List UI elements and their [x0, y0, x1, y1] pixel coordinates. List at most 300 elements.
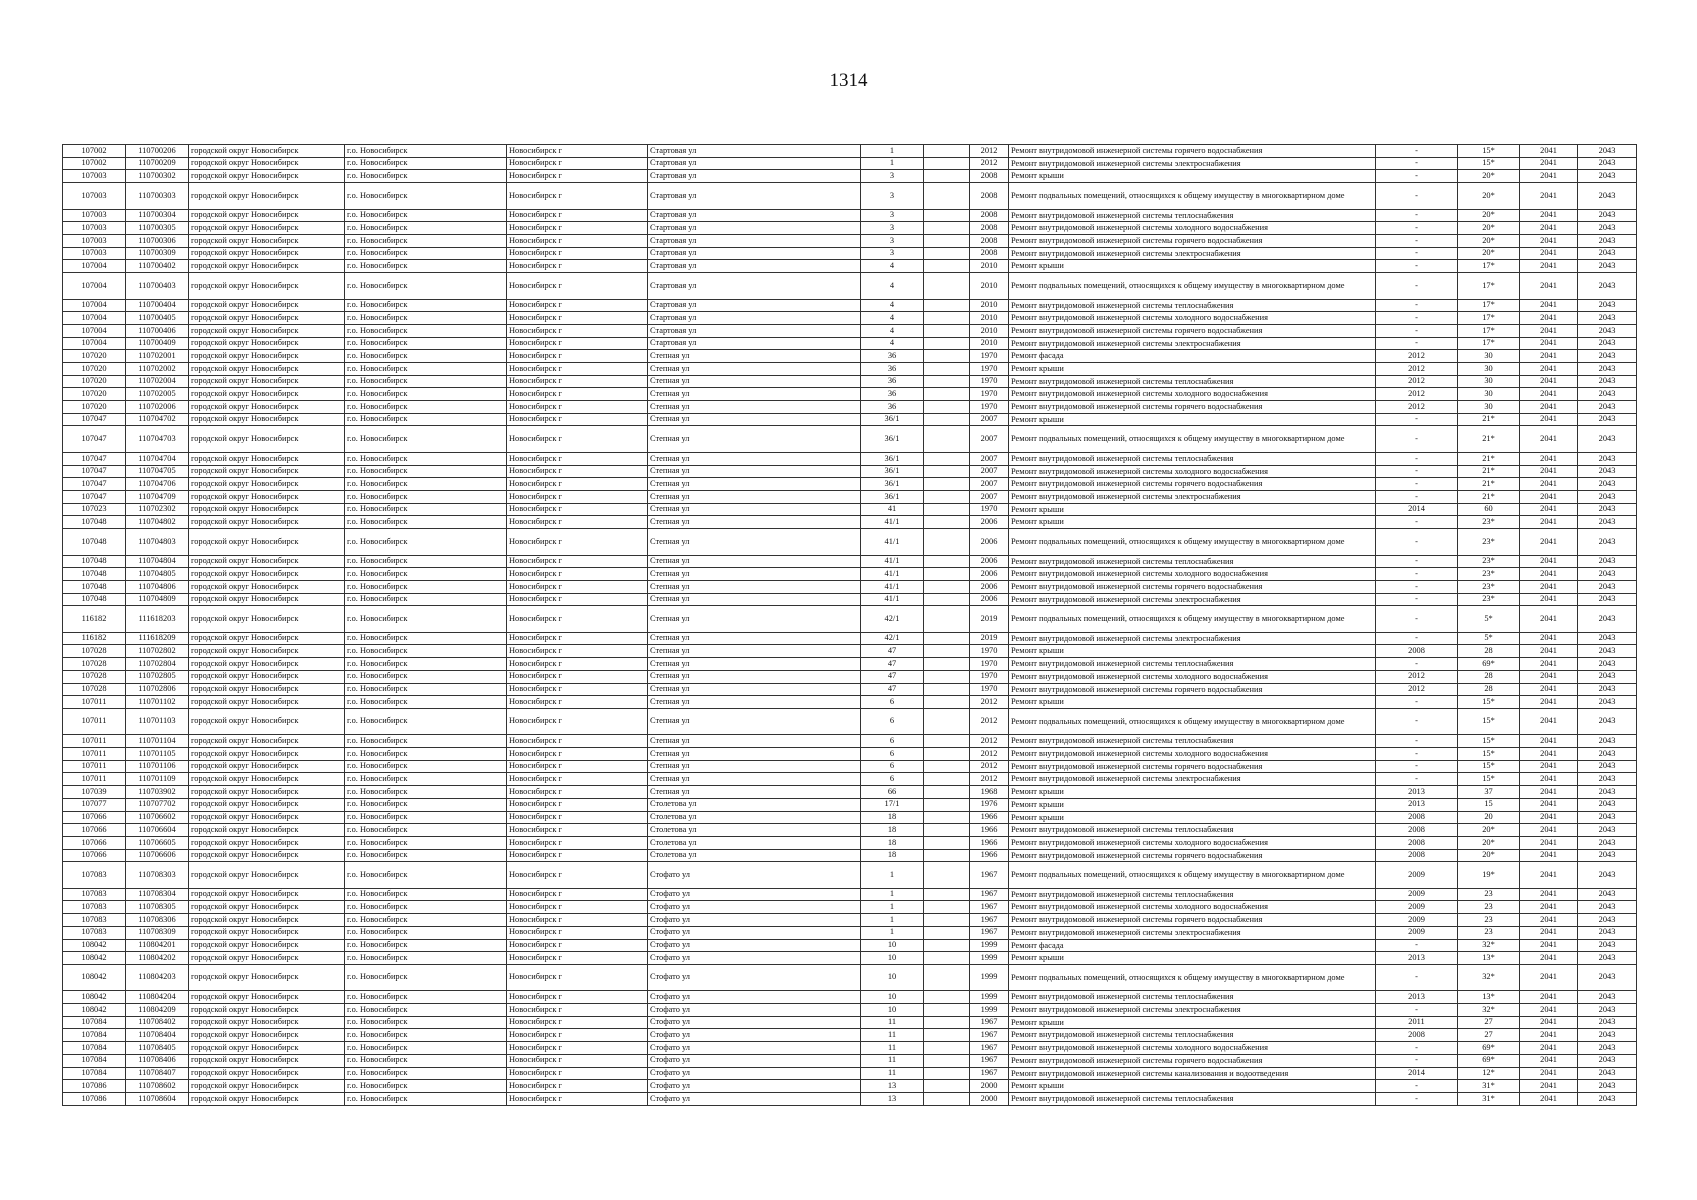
- cell-extra: [924, 490, 970, 503]
- cell-extra: [924, 683, 970, 696]
- cell-house: 6: [861, 708, 924, 735]
- cell-municipality: г.о. Новосибирск: [345, 413, 507, 426]
- table-row: [63, 426, 1637, 453]
- cell-municipality: г.о. Новосибирск: [345, 209, 507, 222]
- cell-wear: 17*: [1458, 260, 1520, 273]
- cell-city: Новосибирск г: [507, 606, 648, 633]
- cell-city: Новосибирск г: [507, 1054, 648, 1067]
- cell-start: 2041: [1520, 145, 1578, 158]
- cell-end: 2043: [1578, 260, 1637, 273]
- cell-house: 6: [861, 696, 924, 709]
- cell-wear: 23*: [1458, 529, 1520, 556]
- cell-end: 2043: [1578, 645, 1637, 658]
- cell-year: 1970: [970, 683, 1009, 696]
- cell-year: 2006: [970, 516, 1009, 529]
- cell-wear: 30: [1458, 362, 1520, 375]
- cell-end: 2043: [1578, 735, 1637, 748]
- cell-street: Степная ул: [648, 465, 861, 478]
- cell-id: 107028: [63, 658, 126, 671]
- cell-city: Новосибирск г: [507, 696, 648, 709]
- cell-street: Стофато ул: [648, 1004, 861, 1017]
- cell-start: 2041: [1520, 350, 1578, 363]
- cell-city: Новосибирск г: [507, 529, 648, 556]
- cell-street: Степная ул: [648, 516, 861, 529]
- cell-municipality: г.о. Новосибирск: [345, 939, 507, 952]
- cell-extra: [924, 1092, 970, 1105]
- table-row: [63, 452, 1637, 465]
- cell-year: 2012: [970, 760, 1009, 773]
- cell-start: 2041: [1520, 516, 1578, 529]
- cell-end: 2043: [1578, 401, 1637, 414]
- cell-end: 2043: [1578, 273, 1637, 300]
- cell-district: городской округ Новосибирск: [189, 465, 345, 478]
- cell-wear: 27: [1458, 1029, 1520, 1042]
- cell-start: 2041: [1520, 798, 1578, 811]
- cell-wear: 32*: [1458, 964, 1520, 991]
- cell-wear: 15*: [1458, 773, 1520, 786]
- cell-extra: [924, 939, 970, 952]
- cell-city: Новосибирск г: [507, 849, 648, 862]
- cell-id: 107084: [63, 1016, 126, 1029]
- cell-house: 6: [861, 760, 924, 773]
- cell-street: Столетова ул: [648, 824, 861, 837]
- table-row: [63, 490, 1637, 503]
- cell-municipality: г.о. Новосибирск: [345, 991, 507, 1004]
- cell-code: 110700404: [126, 299, 189, 312]
- table-row: [63, 964, 1637, 991]
- cell-street: Стофато ул: [648, 991, 861, 1004]
- cell-year: 2008: [970, 222, 1009, 235]
- cell-city: Новосибирск г: [507, 964, 648, 991]
- cell-start: 2041: [1520, 1054, 1578, 1067]
- cell-street: Степная ул: [648, 670, 861, 683]
- cell-last-repair: 2013: [1376, 786, 1458, 799]
- cell-end: 2043: [1578, 170, 1637, 183]
- cell-code: 110704809: [126, 593, 189, 606]
- cell-last-repair: 2013: [1376, 991, 1458, 1004]
- cell-street: Стартовая ул: [648, 260, 861, 273]
- cell-start: 2041: [1520, 926, 1578, 939]
- cell-municipality: г.о. Новосибирск: [345, 247, 507, 260]
- cell-code: 110704802: [126, 516, 189, 529]
- cell-district: городской округ Новосибирск: [189, 260, 345, 273]
- cell-year: 1976: [970, 798, 1009, 811]
- cell-extra: [924, 593, 970, 606]
- cell-house: 47: [861, 683, 924, 696]
- table-row: [63, 670, 1637, 683]
- cell-code: 110704705: [126, 465, 189, 478]
- table-row: [63, 222, 1637, 235]
- cell-city: Новосибирск г: [507, 952, 648, 965]
- cell-work: Ремонт внутридомовой инженерной системы теплоснабжения: [1009, 991, 1376, 1004]
- cell-start: 2041: [1520, 503, 1578, 516]
- cell-work: Ремонт внутридомовой инженерной системы электроснабжения: [1009, 337, 1376, 350]
- cell-house: 4: [861, 337, 924, 350]
- cell-work: Ремонт внутридомовой инженерной системы теплоснабжения: [1009, 888, 1376, 901]
- cell-last-repair: 2008: [1376, 824, 1458, 837]
- table-row: [63, 811, 1637, 824]
- cell-year: 1999: [970, 1004, 1009, 1017]
- cell-code: 110704706: [126, 478, 189, 491]
- cell-work: Ремонт внутридомовой инженерной системы электроснабжения: [1009, 490, 1376, 503]
- cell-municipality: г.о. Новосибирск: [345, 888, 507, 901]
- cell-extra: [924, 836, 970, 849]
- cell-district: городской округ Новосибирск: [189, 1054, 345, 1067]
- cell-municipality: г.о. Новосибирск: [345, 786, 507, 799]
- cell-city: Новосибирск г: [507, 773, 648, 786]
- cell-work: Ремонт крыши: [1009, 1016, 1376, 1029]
- cell-house: 6: [861, 735, 924, 748]
- cell-work: Ремонт подвальных помещений, относящихся к общему имуществу в многоквартирном доме: [1009, 426, 1376, 453]
- cell-extra: [924, 888, 970, 901]
- cell-municipality: г.о. Новосибирск: [345, 503, 507, 516]
- cell-extra: [924, 401, 970, 414]
- cell-extra: [924, 1042, 970, 1055]
- table-row: [63, 337, 1637, 350]
- cell-work: Ремонт внутридомовой инженерной системы электроснабжения: [1009, 926, 1376, 939]
- cell-street: Степная ул: [648, 735, 861, 748]
- cell-wear: 21*: [1458, 478, 1520, 491]
- cell-city: Новосибирск г: [507, 401, 648, 414]
- cell-last-repair: 2014: [1376, 1067, 1458, 1080]
- cell-end: 2043: [1578, 914, 1637, 927]
- cell-code: 110804201: [126, 939, 189, 952]
- cell-end: 2043: [1578, 964, 1637, 991]
- table-row: [63, 708, 1637, 735]
- cell-id: 107020: [63, 350, 126, 363]
- cell-extra: [924, 632, 970, 645]
- cell-district: городской округ Новосибирск: [189, 735, 345, 748]
- cell-street: Стофато ул: [648, 1092, 861, 1105]
- cell-municipality: г.о. Новосибирск: [345, 478, 507, 491]
- cell-city: Новосибирск г: [507, 901, 648, 914]
- cell-city: Новосибирск г: [507, 824, 648, 837]
- cell-municipality: г.о. Новосибирск: [345, 234, 507, 247]
- cell-municipality: г.о. Новосибирск: [345, 952, 507, 965]
- cell-last-repair: -: [1376, 555, 1458, 568]
- cell-extra: [924, 773, 970, 786]
- cell-year: 2010: [970, 337, 1009, 350]
- cell-wear: 5*: [1458, 632, 1520, 645]
- cell-wear: 32*: [1458, 939, 1520, 952]
- cell-year: 1970: [970, 670, 1009, 683]
- cell-street: Стофато ул: [648, 1029, 861, 1042]
- cell-year: 2000: [970, 1092, 1009, 1105]
- cell-city: Новосибирск г: [507, 503, 648, 516]
- cell-wear: 23: [1458, 888, 1520, 901]
- cell-house: 66: [861, 786, 924, 799]
- cell-start: 2041: [1520, 401, 1578, 414]
- cell-end: 2043: [1578, 350, 1637, 363]
- cell-last-repair: 2014: [1376, 503, 1458, 516]
- cell-id: 107083: [63, 926, 126, 939]
- cell-year: 2007: [970, 452, 1009, 465]
- cell-district: городской округ Новосибирск: [189, 529, 345, 556]
- cell-street: Стартовая ул: [648, 312, 861, 325]
- cell-extra: [924, 811, 970, 824]
- cell-house: 47: [861, 645, 924, 658]
- cell-last-repair: -: [1376, 760, 1458, 773]
- cell-start: 2041: [1520, 708, 1578, 735]
- cell-municipality: г.о. Новосибирск: [345, 312, 507, 325]
- cell-work: Ремонт внутридомовой инженерной системы холодного водоснабжения: [1009, 836, 1376, 849]
- cell-wear: 17*: [1458, 273, 1520, 300]
- table-row: [63, 888, 1637, 901]
- table-row: [63, 836, 1637, 849]
- table-row: [63, 183, 1637, 210]
- cell-extra: [924, 1080, 970, 1093]
- cell-work: Ремонт внутридомовой инженерной системы теплоснабжения: [1009, 658, 1376, 671]
- cell-house: 3: [861, 234, 924, 247]
- cell-year: 2008: [970, 247, 1009, 260]
- cell-house: 41/1: [861, 568, 924, 581]
- table-row: [63, 260, 1637, 273]
- cell-street: Стартовая ул: [648, 222, 861, 235]
- cell-wear: 20*: [1458, 824, 1520, 837]
- cell-end: 2043: [1578, 952, 1637, 965]
- cell-house: 11: [861, 1016, 924, 1029]
- cell-district: городской округ Новосибирск: [189, 708, 345, 735]
- cell-code: 110702004: [126, 375, 189, 388]
- cell-start: 2041: [1520, 964, 1578, 991]
- cell-wear: 28: [1458, 683, 1520, 696]
- cell-city: Новосибирск г: [507, 555, 648, 568]
- cell-id: 107002: [63, 157, 126, 170]
- cell-extra: [924, 824, 970, 837]
- cell-wear: 13*: [1458, 991, 1520, 1004]
- cell-start: 2041: [1520, 375, 1578, 388]
- cell-house: 41: [861, 503, 924, 516]
- cell-end: 2043: [1578, 555, 1637, 568]
- cell-street: Степная ул: [648, 760, 861, 773]
- cell-wear: 20*: [1458, 849, 1520, 862]
- cell-district: городской округ Новосибирск: [189, 849, 345, 862]
- cell-city: Новосибирск г: [507, 1080, 648, 1093]
- cell-city: Новосибирск г: [507, 670, 648, 683]
- table-row: [63, 234, 1637, 247]
- cell-district: городской округ Новосибирск: [189, 247, 345, 260]
- cell-work: Ремонт внутридомовой инженерной системы теплоснабжения: [1009, 824, 1376, 837]
- cell-house: 6: [861, 773, 924, 786]
- cell-work: Ремонт крыши: [1009, 696, 1376, 709]
- cell-work: Ремонт внутридомовой инженерной системы теплоснабжения: [1009, 375, 1376, 388]
- cell-house: 3: [861, 170, 924, 183]
- cell-house: 11: [861, 1067, 924, 1080]
- cell-last-repair: -: [1376, 529, 1458, 556]
- cell-start: 2041: [1520, 157, 1578, 170]
- cell-code: 110704806: [126, 580, 189, 593]
- cell-street: Степная ул: [648, 568, 861, 581]
- cell-wear: 23: [1458, 901, 1520, 914]
- cell-start: 2041: [1520, 914, 1578, 927]
- cell-house: 1: [861, 914, 924, 927]
- cell-work: Ремонт внутридомовой инженерной системы теплоснабжения: [1009, 299, 1376, 312]
- table-row: [63, 824, 1637, 837]
- cell-extra: [924, 926, 970, 939]
- cell-code: 110804202: [126, 952, 189, 965]
- cell-id: 107048: [63, 529, 126, 556]
- cell-extra: [924, 388, 970, 401]
- table-row: [63, 413, 1637, 426]
- cell-year: 2010: [970, 299, 1009, 312]
- cell-street: Стофато ул: [648, 914, 861, 927]
- cell-municipality: г.о. Новосибирск: [345, 798, 507, 811]
- cell-start: 2041: [1520, 555, 1578, 568]
- cell-id: 107003: [63, 234, 126, 247]
- cell-street: Стартовая ул: [648, 183, 861, 210]
- cell-year: 1967: [970, 926, 1009, 939]
- cell-year: 1967: [970, 862, 1009, 889]
- cell-work: Ремонт подвальных помещений, относящихся к общему имуществу в многоквартирном доме: [1009, 964, 1376, 991]
- cell-end: 2043: [1578, 529, 1637, 556]
- cell-end: 2043: [1578, 568, 1637, 581]
- cell-id: 107086: [63, 1080, 126, 1093]
- table-row: [63, 862, 1637, 889]
- cell-code: 110704703: [126, 426, 189, 453]
- cell-last-repair: -: [1376, 516, 1458, 529]
- cell-street: Степная ул: [648, 580, 861, 593]
- cell-street: Стофато ул: [648, 1016, 861, 1029]
- cell-extra: [924, 426, 970, 453]
- cell-year: 1967: [970, 1067, 1009, 1080]
- cell-street: Стартовая ул: [648, 209, 861, 222]
- cell-year: 1999: [970, 964, 1009, 991]
- cell-district: городской округ Новосибирск: [189, 337, 345, 350]
- cell-end: 2043: [1578, 670, 1637, 683]
- cell-wear: 12*: [1458, 1067, 1520, 1080]
- cell-last-repair: -: [1376, 157, 1458, 170]
- cell-start: 2041: [1520, 862, 1578, 889]
- cell-last-repair: -: [1376, 580, 1458, 593]
- cell-end: 2043: [1578, 247, 1637, 260]
- cell-district: городской округ Новосибирск: [189, 991, 345, 1004]
- cell-id: 107084: [63, 1042, 126, 1055]
- cell-work: Ремонт крыши: [1009, 645, 1376, 658]
- cell-last-repair: 2009: [1376, 862, 1458, 889]
- cell-city: Новосибирск г: [507, 362, 648, 375]
- cell-municipality: г.о. Новосибирск: [345, 670, 507, 683]
- cell-municipality: г.о. Новосибирск: [345, 696, 507, 709]
- cell-end: 2043: [1578, 324, 1637, 337]
- table-row: [63, 901, 1637, 914]
- cell-extra: [924, 708, 970, 735]
- cell-code: 110700406: [126, 324, 189, 337]
- cell-year: 1967: [970, 1016, 1009, 1029]
- cell-district: городской округ Новосибирск: [189, 658, 345, 671]
- cell-code: 110700304: [126, 209, 189, 222]
- cell-district: городской округ Новосибирск: [189, 478, 345, 491]
- cell-extra: [924, 145, 970, 158]
- table-row: [63, 478, 1637, 491]
- cell-municipality: г.о. Новосибирск: [345, 773, 507, 786]
- cell-end: 2043: [1578, 362, 1637, 375]
- table-row: [63, 849, 1637, 862]
- cell-id: 108042: [63, 1004, 126, 1017]
- cell-last-repair: -: [1376, 312, 1458, 325]
- table-row: [63, 465, 1637, 478]
- cell-id: 107004: [63, 273, 126, 300]
- cell-street: Степная ул: [648, 388, 861, 401]
- cell-city: Новосибирск г: [507, 632, 648, 645]
- cell-last-repair: 2008: [1376, 836, 1458, 849]
- cell-city: Новосибирск г: [507, 299, 648, 312]
- cell-house: 13: [861, 1092, 924, 1105]
- cell-code: 110702302: [126, 503, 189, 516]
- cell-end: 2043: [1578, 413, 1637, 426]
- cell-work: Ремонт внутридомовой инженерной системы горячего водоснабжения: [1009, 478, 1376, 491]
- cell-house: 17/1: [861, 798, 924, 811]
- cell-district: городской округ Новосибирск: [189, 1080, 345, 1093]
- cell-municipality: г.о. Новосибирск: [345, 516, 507, 529]
- cell-start: 2041: [1520, 490, 1578, 503]
- cell-end: 2043: [1578, 824, 1637, 837]
- table-row: [63, 568, 1637, 581]
- cell-start: 2041: [1520, 234, 1578, 247]
- cell-id: 107084: [63, 1054, 126, 1067]
- cell-extra: [924, 580, 970, 593]
- cell-year: 2012: [970, 735, 1009, 748]
- cell-end: 2043: [1578, 862, 1637, 889]
- table-row: [63, 312, 1637, 325]
- cell-wear: 69*: [1458, 1054, 1520, 1067]
- cell-extra: [924, 670, 970, 683]
- cell-house: 41/1: [861, 529, 924, 556]
- cell-extra: [924, 529, 970, 556]
- table-row: [63, 593, 1637, 606]
- table-row: [63, 299, 1637, 312]
- cell-house: 36/1: [861, 465, 924, 478]
- cell-last-repair: 2012: [1376, 670, 1458, 683]
- cell-city: Новосибирск г: [507, 1016, 648, 1029]
- table-row: [63, 1067, 1637, 1080]
- cell-wear: 17*: [1458, 337, 1520, 350]
- cell-extra: [924, 337, 970, 350]
- cell-id: 107048: [63, 593, 126, 606]
- cell-id: 107028: [63, 670, 126, 683]
- cell-last-repair: -: [1376, 337, 1458, 350]
- cell-last-repair: 2013: [1376, 952, 1458, 965]
- cell-last-repair: -: [1376, 1092, 1458, 1105]
- cell-year: 1970: [970, 645, 1009, 658]
- cell-id: 107003: [63, 209, 126, 222]
- cell-house: 42/1: [861, 632, 924, 645]
- cell-code: 110708304: [126, 888, 189, 901]
- cell-start: 2041: [1520, 836, 1578, 849]
- cell-year: 1999: [970, 939, 1009, 952]
- cell-last-repair: 2009: [1376, 926, 1458, 939]
- cell-start: 2041: [1520, 593, 1578, 606]
- cell-wear: 20*: [1458, 222, 1520, 235]
- cell-start: 2041: [1520, 773, 1578, 786]
- cell-year: 2012: [970, 773, 1009, 786]
- cell-id: 107047: [63, 465, 126, 478]
- cell-wear: 32*: [1458, 1004, 1520, 1017]
- cell-start: 2041: [1520, 529, 1578, 556]
- cell-start: 2041: [1520, 748, 1578, 761]
- cell-year: 2019: [970, 606, 1009, 633]
- cell-start: 2041: [1520, 811, 1578, 824]
- cell-code: 110700206: [126, 145, 189, 158]
- cell-municipality: г.о. Новосибирск: [345, 964, 507, 991]
- cell-code: 110708406: [126, 1054, 189, 1067]
- cell-start: 2041: [1520, 735, 1578, 748]
- cell-district: городской округ Новосибирск: [189, 145, 345, 158]
- table-row: [63, 1016, 1637, 1029]
- cell-year: 1967: [970, 888, 1009, 901]
- cell-end: 2043: [1578, 145, 1637, 158]
- cell-municipality: г.о. Новосибирск: [345, 914, 507, 927]
- cell-code: 110706602: [126, 811, 189, 824]
